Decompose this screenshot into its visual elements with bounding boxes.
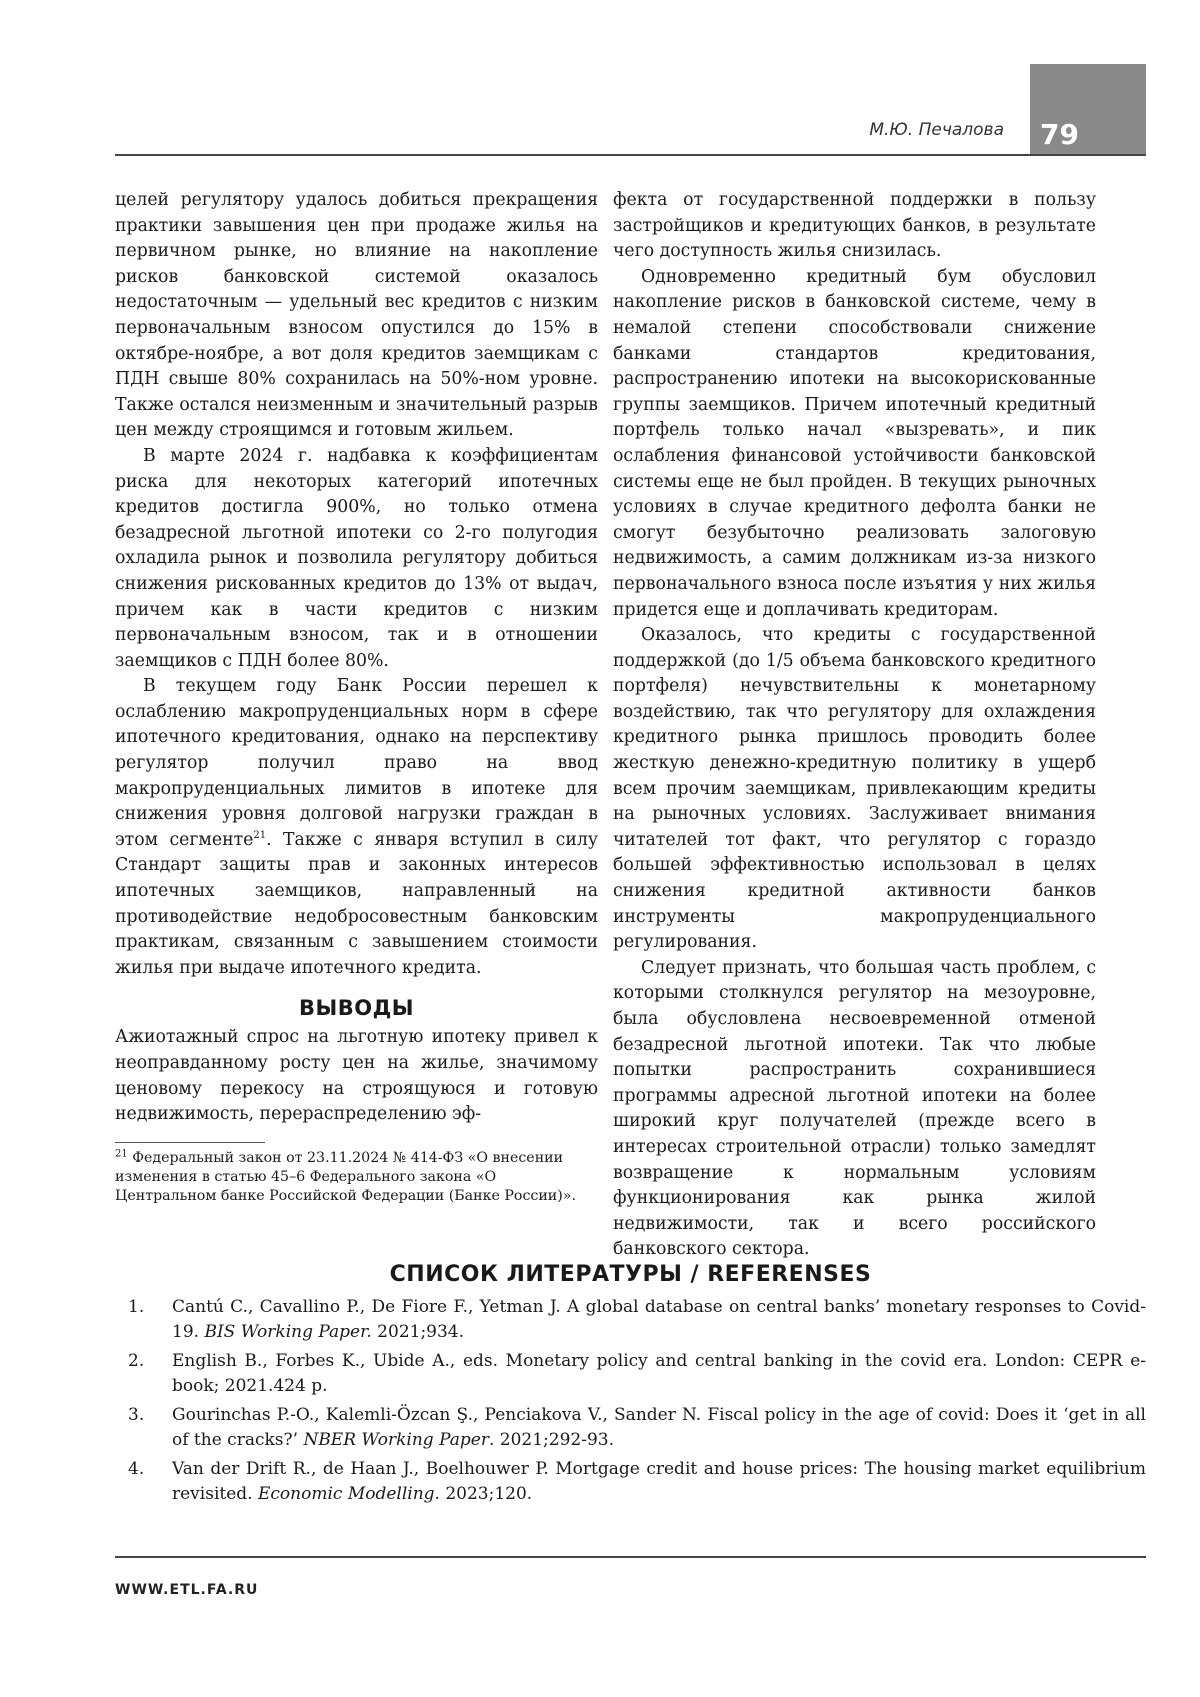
reference-authors-title: Van der Drift R., de Haan J., Boelhouwer P. Mortgage credit and house prices: The housing market equilibrium revisited. [172, 1459, 1146, 1504]
paragraph [115, 674, 598, 981]
footnote-rule [115, 1142, 265, 1143]
paragraph: фекта от государственной поддержки в пользу застройщиков и кредитующих банков, в результате чего доступность жилья снизилась. [613, 190, 1096, 262]
reference-authors-title: Cantú C., Cavallino P., De Fiore F., Yetman J. A global database on central banks’ monetary responses to Covid-19. [172, 1297, 1146, 1342]
reference-number: 4. [128, 1459, 145, 1479]
reference-text [172, 1403, 1146, 1453]
footer-website-link[interactable]: WWW.ETL.FA.RU [115, 1582, 259, 1598]
reference-authors-title: Gourinchas P.-O., Kalemli-Özcan Ş., Penciakova V., Sander N. Fiscal policy in the age of covid: Does it ‘get in all of the cracks?’ [172, 1405, 1146, 1450]
reference-year: . 2021;292-93. [488, 1430, 614, 1450]
footnote-text: Федеральный закон от 23.11.2024 № 414-ФЗ «О внесении изменения в статью 45–6 Федерального закона «О Центральном банке Российской Федерации (Банке России)». [115, 1149, 576, 1204]
reference-number: 1. [128, 1297, 145, 1317]
footnote-ref[interactable]: 21 [253, 830, 267, 842]
reference-year: 2021;934. [371, 1322, 465, 1342]
reference-item [128, 1295, 1146, 1345]
footer-rule [115, 1556, 1146, 1558]
references-list [128, 1295, 1146, 1511]
conclusions-heading: ВЫВОДЫ [298, 996, 415, 1021]
paragraph: В марте 2024 г. надбавка к коэффициентам риска для некоторых категорий ипотечных кредитов достигла 900%, но только отмена безадресной льготной ипотеки со 2-го полугодия охладила рынок и позволила регулятору добиться снижения рискованных кредитов до 13% от выдач, причем как в части кредитов с низким первоначальным взносом, так и в отношении заемщиков с ПДН более 80%. [115, 445, 598, 671]
reference-year: . 2023;120. [434, 1484, 533, 1504]
paragraph-text: . Также с января вступил в силу Стандарт защиты прав и законных интересов ипотечных заемщиков, направленный на противодействие недобросовестным банковским практикам, связанным с завышением стоимости жилья при выдаче ипотечного кредита. [115, 829, 598, 978]
reference-journal: NBER Working Paper [303, 1430, 489, 1450]
page-number: 79 [1040, 118, 1079, 151]
references-heading: СПИСОК ЛИТЕРАТУРЫ / REFERENSES [389, 1262, 872, 1287]
reference-text [172, 1295, 1146, 1345]
reference-authors-title: English B., Forbes K., Ubide A., eds. Monetary policy and central banking in the covid era. London: CEPR e-book; 2021.424 p. [172, 1351, 1146, 1396]
paragraph: целей регулятору удалось добиться прекращения практики завышения цен при продаже жилья на первичном рынке, но влияние на накопление рисков банковской системой оказалось недостаточным — удельный вес кредитов с низким первоначальным взносом опустился до 15% в октябре-ноябре, а вот доля кредитов заемщикам с ПДН свыше 80% сохранилась на 50%-ном уровне. Также остался неизменным и значительный разрыв цен между строящимся и готовым жильем. [115, 190, 598, 441]
paragraph: Оказалось, что кредиты с государственной поддержкой (до 1/5 объема банковского кредитного портфеля) нечувствительны к монетарному воздействию, так что регулятору для охлаждения кредитного рынка пришлось проводить более жесткую денежно-кредитную политику в ущерб всем прочим заемщикам, привлекающим кредиты на рыночных условиях. Заслуживает внимания читателей тот факт, что регулятор с гораздо большей эффективностью использовал в целях снижения кредитной активности банков инструменты макропруденциального регулирования. [613, 625, 1096, 953]
footnote-number: 21 [115, 1148, 128, 1160]
reference-number: 3. [128, 1405, 145, 1425]
reference-item [128, 1457, 1146, 1507]
reference-text [172, 1349, 1146, 1399]
paragraph: Следует признать, что большая часть проблем, с которыми столкнулся регулятор на мезоуровне, была обусловлена несвоевременной отменой безадресной льготной ипотеки. Так что любые попытки распространить сохранившиеся программы адресной льготной ипотеки на более широкий круг получателей (прежде всего в интересах строительной отрасли) только замедлят возвращение к нормальным условиям функционирования как рынка жилой недвижимости, так и всего российского банковского сектора. [613, 957, 1096, 1260]
right-column [613, 188, 1096, 1263]
reference-journal: Economic Modelling [257, 1484, 435, 1504]
left-column [115, 188, 598, 1206]
reference-item [128, 1349, 1146, 1399]
paragraph: Одновременно кредитный бум обусловил накопление рисков в банковской системе, чему в немалой степени способствовали снижение банками стандартов кредитования, распространению ипотеки на высокорискованные группы заемщиков. Причем ипотечный кредитный портфель только начал «вызревать», и пик ослабления финансовой устойчивости банковской системы еще не был пройден. В текущих рыночных условиях в случае кредитного дефолта банки не смогут безубыточно реализовать залоговую недвижимость, а самим должникам из-за низкого первоначального взноса после изъятия у них жилья придется еще и доплачивать кредиторам. [613, 266, 1096, 620]
reference-text [172, 1457, 1146, 1507]
reference-item [128, 1403, 1146, 1453]
footnote [115, 1149, 598, 1206]
running-header-author: М.Ю. Печалова [869, 120, 1004, 140]
reference-journal: BIS Working Paper. [204, 1322, 372, 1342]
paragraph: Ажиотажный спрос на льготную ипотеку привел к неоправданному росту цен на жилье, значимому ценовому перекосу на строящуюся и готовую недвижимость, перераспределению эф- [115, 1027, 598, 1125]
paragraph-text: В текущем году Банк России перешел к ослаблению макропруденциальных норм в сфере ипотечного кредитования, однако на перспективу регулятор получил право на ввод макропруденциальных лимитов в ипотеке для снижения уровня долговой нагрузки граждан в этом сегменте [115, 676, 598, 850]
reference-number: 2. [128, 1351, 145, 1371]
header-rule [115, 154, 1146, 156]
